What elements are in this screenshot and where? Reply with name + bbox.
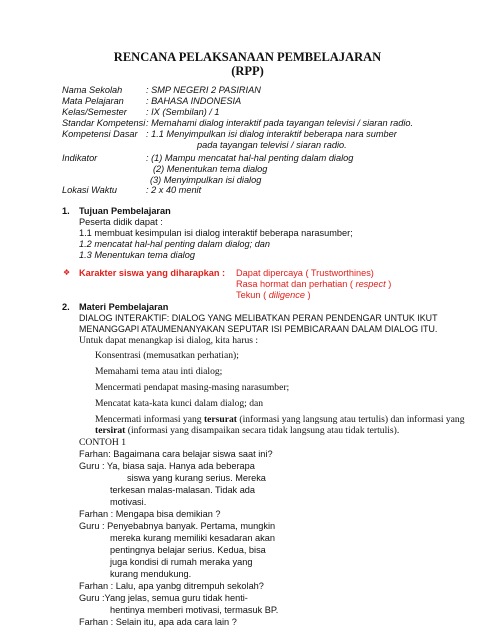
karakter-text: ) (304, 290, 311, 300)
dialog-line: Guru : Penyebabnya banyak. Pertama, mungkin (79, 521, 276, 531)
identity-value: : 1.1 Menyimpulkan isi dialog interaktif beberapa nara sumber (146, 129, 397, 139)
identity-label: Lokasi Waktu (62, 185, 117, 195)
karakter-text-italic: respect (355, 279, 386, 289)
list-item: Mencermati pendapat masing-masing narasumber; (95, 382, 290, 393)
identity-label: Nama Sekolah (62, 85, 123, 95)
list-item: 1.3 Menentukan tema dialog (79, 250, 195, 260)
identity-label: Kelas/Semester (62, 107, 127, 117)
list-text-bold: tersurat (203, 414, 237, 425)
paragraph: Untuk dapat menangkap isi dialog, kita harus : (79, 335, 259, 346)
diamond-bullet-icon: ❖ (63, 268, 71, 277)
dialog-line: motivasi. (110, 497, 147, 507)
list-text: (informasi yang langsung atau tertulis) dan informasi yang (237, 414, 465, 425)
paragraph: DIALOG INTERAKTIF: DIALOG YANG MELIBATKAN PERAN PENDENGAR UNTUK IKUT (79, 313, 438, 323)
karakter-item (236, 290, 311, 300)
list-item (95, 414, 465, 425)
document-title: RENCANA PELAKSANAAN PEMBELAJARAN (113, 50, 382, 64)
dialog-line: siswa yang kurang serius. Mereka (127, 473, 266, 483)
karakter-label: Karakter siswa yang diharapkan : (79, 268, 226, 278)
dialog-line: Farhan : Lalu, apa yanbg ditrempuh sekolah? (79, 581, 264, 591)
dialog-line: Guru : Ya, biasa saja. Hanya ada beberapa (79, 461, 255, 471)
identity-value-continued: pada tayangan televisi / siaran radio. (197, 140, 347, 150)
section-intro: Peserta didik dapat : (79, 217, 163, 227)
dialog-line: Farhan : Selain itu, apa ada cara lain ? (79, 617, 237, 627)
list-text: (informasi yang disampaikan secara tidak langsung atau tidak tertulis) (125, 425, 397, 436)
karakter-item (236, 279, 391, 289)
list-item: 1.1 membuat kesimpulan isi dialog interaktif beberapa narasumber; (79, 228, 353, 238)
section-heading: Materi Pembelajaran (79, 302, 169, 312)
list-item-continued (95, 425, 399, 436)
identity-value-continued: (3) Menyimpulkan isi dialog (150, 175, 262, 185)
list-text: Mencermati informasi yang (95, 414, 204, 425)
identity-label: Mata Pelajaran (62, 96, 124, 106)
karakter-item: Dapat dipercaya ( Trustworthines) (236, 268, 374, 278)
karakter-text: Rasa hormat dan perhatian ( (236, 279, 356, 289)
karakter-text: ) (385, 279, 392, 289)
identity-label: Kompetensi Dasar (62, 129, 138, 139)
identity-value: : IX (Sembilan) / 1 (146, 107, 220, 117)
section-number: 1. (62, 206, 70, 216)
paragraph: MENANGGAPI ATAUMENANYAKAN SEPUTAR ISI PEMBICARAAN DALAM DIALOG ITU. (79, 324, 438, 334)
dialog-line: pentingnya belajar serius. Kedua, bisa (110, 545, 266, 555)
identity-label: Indikator (62, 153, 98, 163)
identity-value: : Memahami dialog interaktif pada tayangan televisi / siaran radio. (146, 118, 414, 128)
dialog-line: Farhan: Bagaimana cara belajar siswa saat ini? (79, 449, 273, 459)
dialog-line: hentinya memberi motivasi, termasuk BP. (110, 605, 279, 615)
section-heading: Tujuan Pembelajaran (79, 206, 171, 216)
dialog-line: mereka kurang memiliki kesadaran akan (110, 533, 275, 543)
dialog-line: juga kondisi di rumah meraka yang (110, 557, 253, 567)
dialog-line: kurang mendukung. (110, 569, 192, 579)
dialog-line: terkesan malas-malasan. Tidak ada (110, 485, 256, 495)
document-subtitle: (RPP) (231, 64, 264, 78)
identity-label: Standar Kompetensi (62, 118, 146, 128)
section-number: 2. (62, 302, 70, 312)
identity-value: : 2 x 40 menit (146, 185, 202, 195)
list-item: Konsentrasi (memusatkan perhatian); (95, 350, 239, 361)
contoh-heading: CONTOH 1 (79, 437, 126, 448)
list-item: 1.2 mencatat hal-hal penting dalam dialog; dan (79, 239, 271, 249)
identity-value: : BAHASA INDONESIA (146, 96, 242, 106)
list-text: . (396, 425, 400, 436)
identity-value: : (1) Mampu mencatat hal-hal penting dalam dialog (146, 153, 354, 163)
identity-value: : SMP NEGERI 2 PASIRIAN (146, 85, 261, 95)
list-item: Memahami tema atau inti dialog; (95, 366, 223, 377)
dialog-line: Farhan : Mengapa bisa demikian ? (79, 509, 221, 519)
list-item: Mencatat kata-kata kunci dalam dialog; dan (95, 398, 264, 409)
list-text-bold: tersirat (95, 425, 126, 436)
dialog-line: Guru :Yang jelas, semua guru tidak henti- (79, 593, 248, 603)
karakter-text: Tekun ( (236, 290, 269, 300)
identity-value-continued: (2) Menentukan tema dialog (153, 164, 268, 174)
karakter-text-italic: diligence (268, 290, 305, 300)
